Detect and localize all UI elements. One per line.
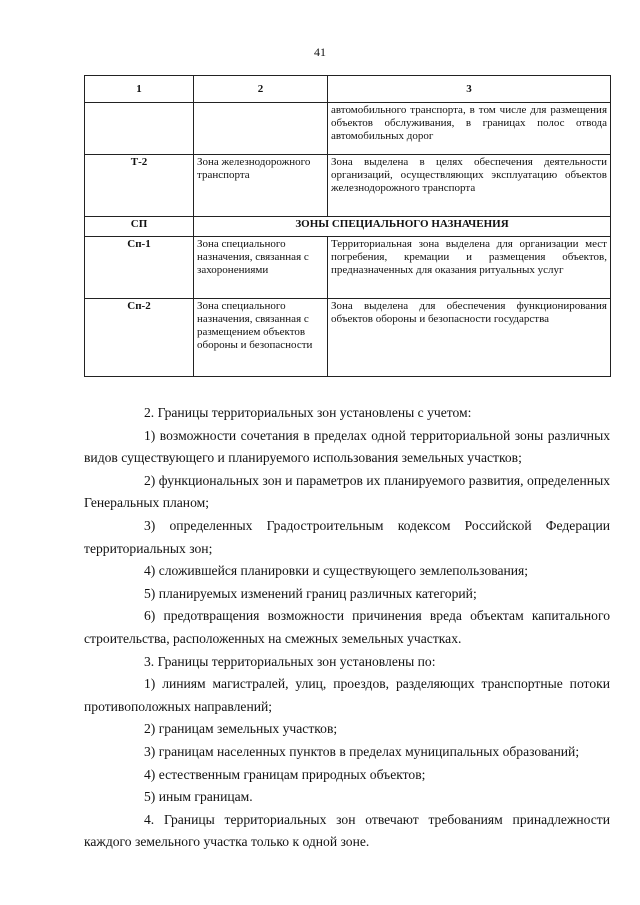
table-row [85,155,611,217]
paragraph: 3. Границы территориальных зон установлены по: [144,653,436,669]
paragraph: 4) сложившейся планировки и существующего землепользования; [144,563,529,579]
zone-name: Зона специального назначения, связанная с размещением объектов обороны и безопасности [194,299,328,377]
column-header: 1 [85,76,194,103]
paragraph: 5) планируемых изменений границ различных категорий; [144,585,477,601]
zone-name [194,103,328,155]
paragraph: 4) естественным границам природных объектов; [144,766,426,782]
zone-code: Сп-1 [85,237,194,299]
zones-table [84,75,611,377]
zone-description: автомобильного транспорта, в том числе для размещения объектов обслуживания, в границах полос отвода автомобильных дорог [328,103,611,155]
paragraph: 1) возможности сочетания в пределах одной территориальной зоны различных видов существующего и планируемого использования земельных участков; [84,427,610,466]
paragraph: 2) функциональных зон и параметров их планируемого развития, определенных Генеральных планом; [84,472,610,511]
page-number: 41 [314,45,326,59]
paragraph: 5) иным границам. [144,789,253,805]
table-row [85,299,611,377]
section-code: СП [85,217,194,237]
zone-description: Зона выделена для обеспечения функционирования объектов обороны и безопасности государства [328,299,611,377]
zone-name: Зона железнодорожного транспорта [194,155,328,217]
body-text [84,402,610,854]
zone-code [85,103,194,155]
zone-code: Сп-2 [85,299,194,377]
section-title: ЗОНЫ СПЕЦИАЛЬНОГО НАЗНАЧЕНИЯ [194,217,611,237]
table-row [85,103,611,155]
paragraph: 1) линиям магистралей, улиц, проездов, разделяющих транспортные потоки противоположных направлений; [84,676,610,714]
table-header-row [85,76,611,103]
paragraph: 3) границам населенных пунктов в пределах муниципальных образований; [144,743,580,759]
paragraph: 3) определенных Градостроительным кодексом Российской Федерации территориальных зон; [84,517,610,556]
table-row [85,237,611,299]
paragraph: 2) границам земельных участков; [144,721,338,737]
zone-description: Территориальная зона выделена для организации мест погребения, кремации и размещения объектов, предназначенных для оказания ритуальных услуг [328,237,611,299]
paragraph: 4. Границы территориальных зон отвечают требованиям принадлежности каждого земельного участка только к одной зоне. [84,811,610,850]
column-header: 3 [328,76,611,103]
section-row [85,217,611,237]
column-header: 2 [194,76,328,103]
paragraph: 2. Границы территориальных зон установлены с учетом: [144,405,472,420]
paragraph: 6) предотвращения возможности причинения вреда объектам капитального строительства, расположенных на смежных земельных участках. [84,608,610,646]
zone-name: Зона специального назначения, связанная с захоронениями [194,237,328,299]
zone-description: Зона выделена в целях обеспечения деятельности организаций, осуществляющих эксплуатацию объектов железнодорожного транспорта [328,155,611,217]
zone-code: Т-2 [85,155,194,217]
